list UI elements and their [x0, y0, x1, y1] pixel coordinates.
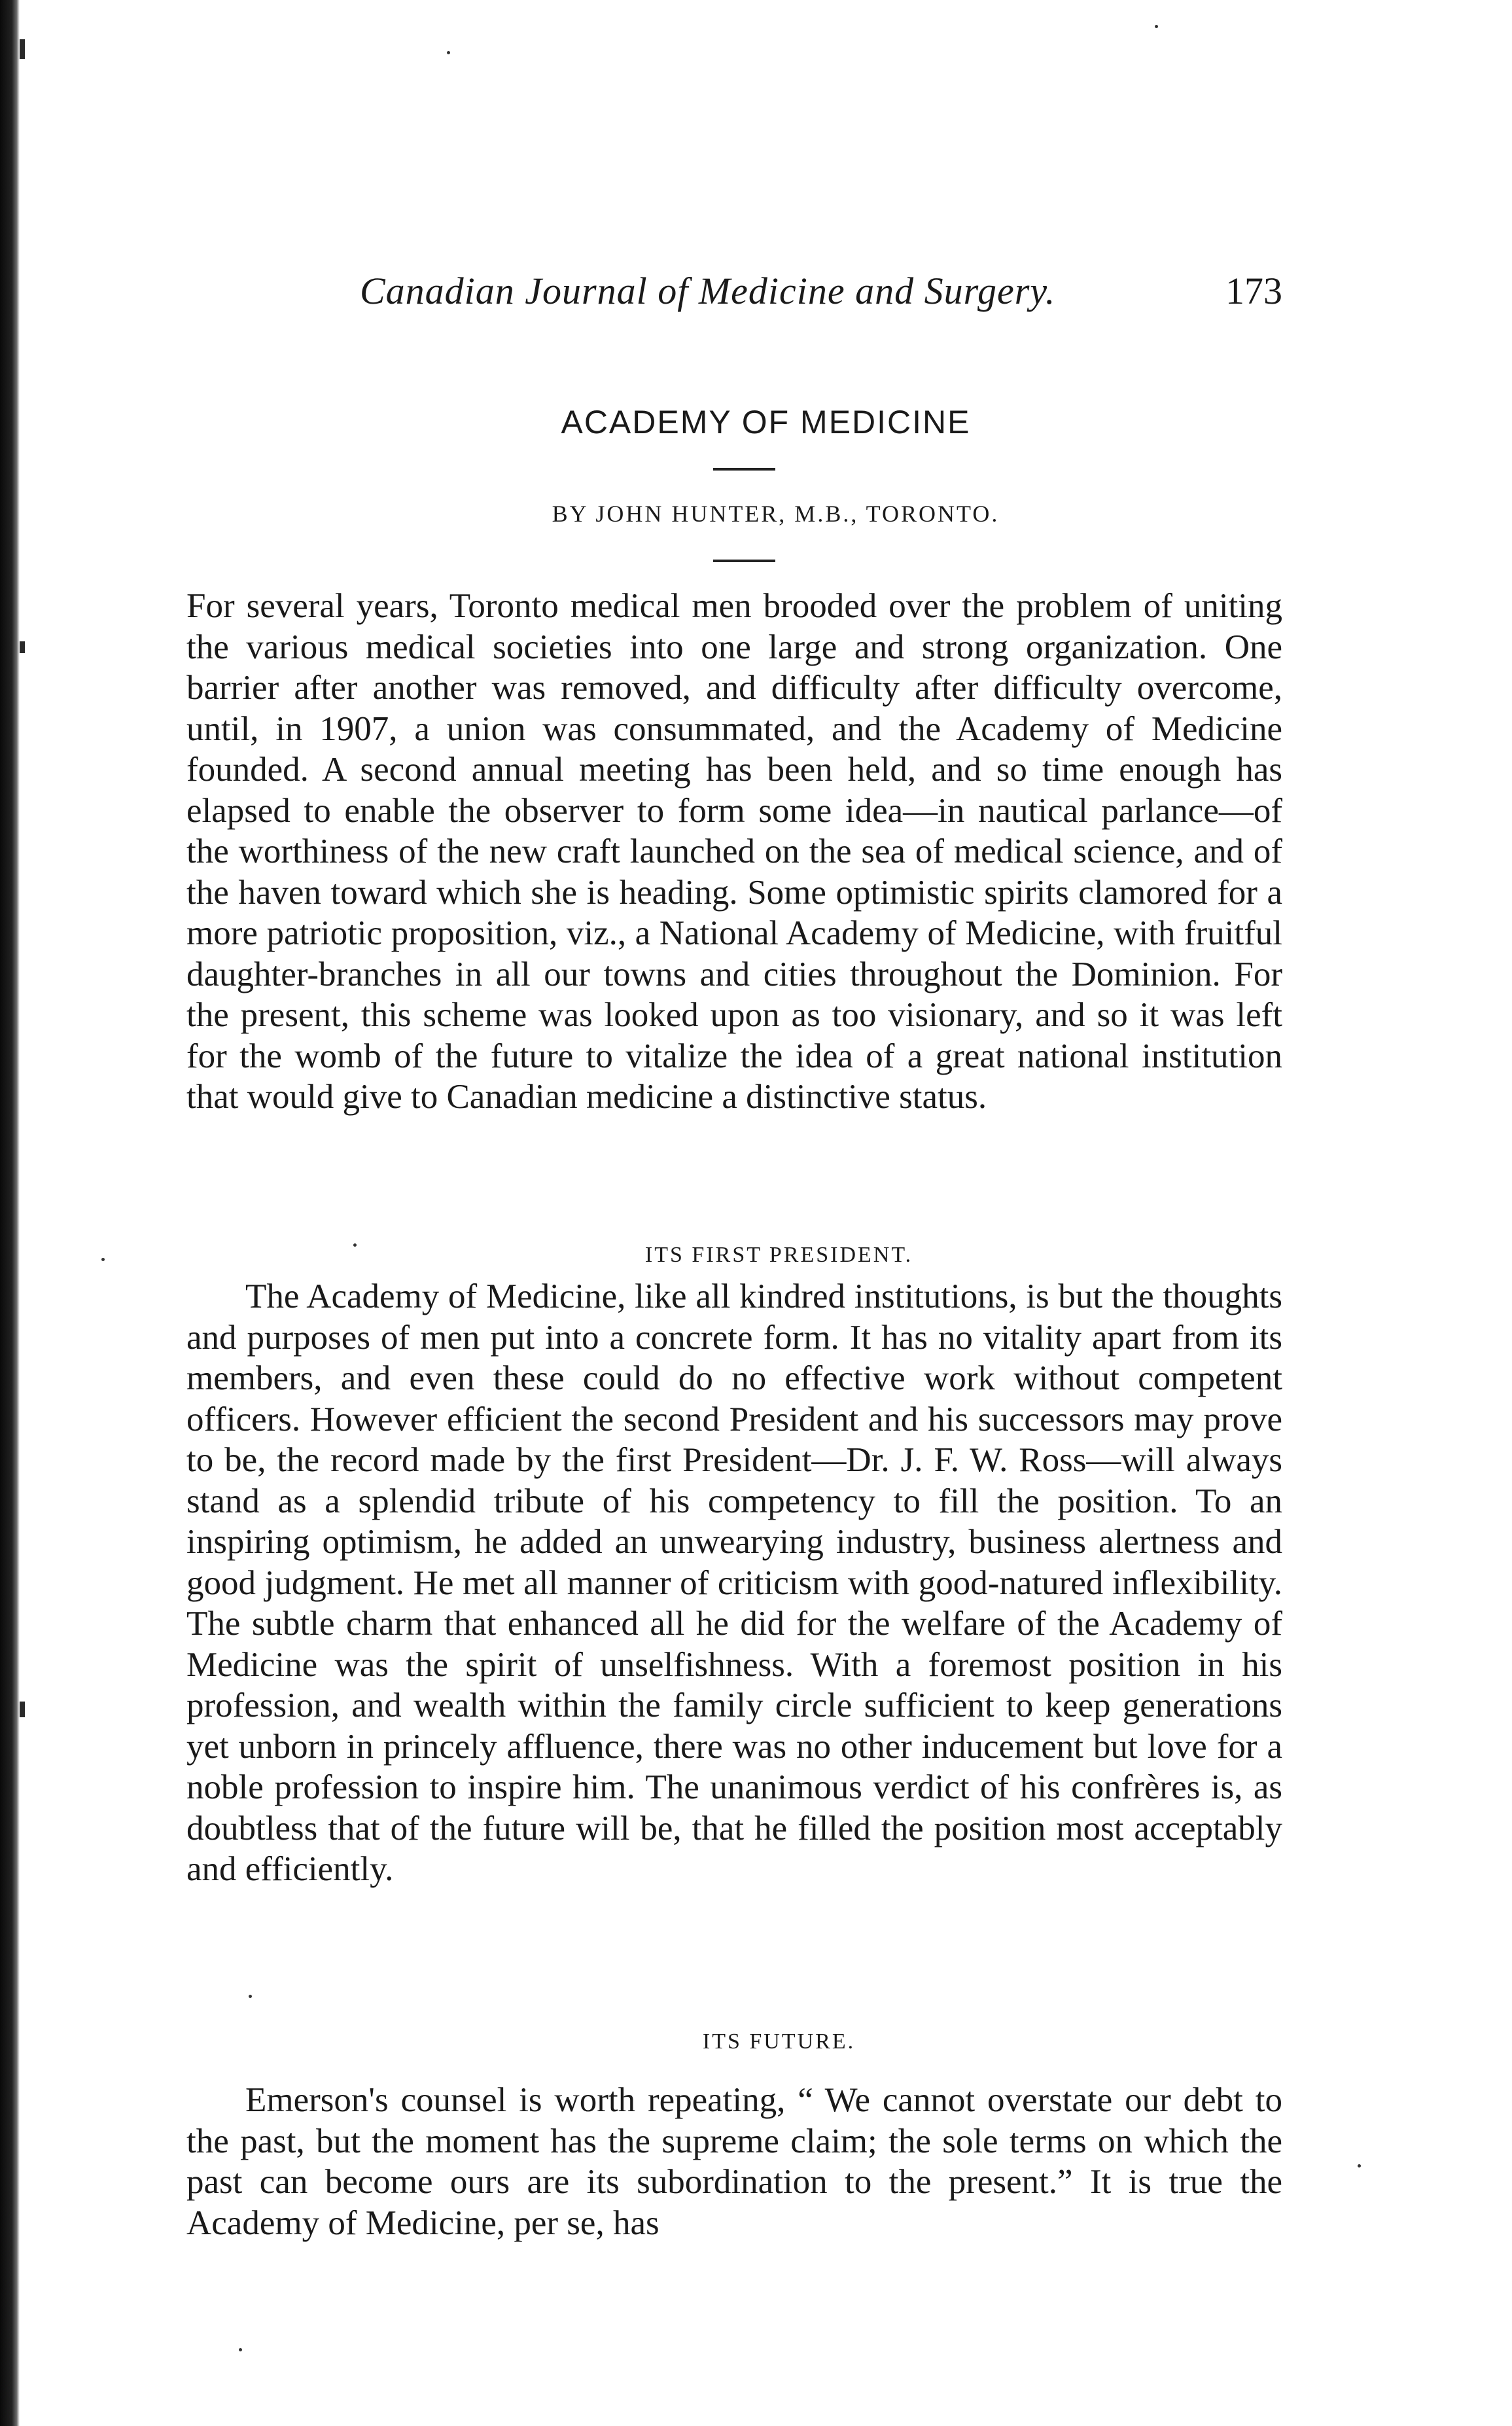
binding-mark: [20, 1702, 25, 1717]
title-rule: [713, 468, 775, 471]
article-byline: BY JOHN HUNTER, M.B., TORONTO.: [552, 501, 1000, 527]
page-number: 173: [1225, 270, 1282, 312]
binding-mark: [20, 39, 25, 59]
section-heading-future: ITS FUTURE.: [702, 2029, 856, 2054]
binding-mark: [20, 641, 25, 653]
print-speck: [101, 1258, 105, 1261]
journal-running-title: Canadian Journal of Medicine and Surgery.: [360, 270, 1056, 312]
byline-rule: [713, 560, 775, 562]
running-header: [190, 262, 1282, 321]
page-binding-edge: [0, 0, 20, 2426]
print-speck: [249, 1995, 252, 1998]
print-speck: [1155, 25, 1158, 28]
body-paragraph: The Academy of Medicine, like all kindred institutions, is but the thoughts and purposes of men put into a concrete form. It has no vitality apart from its members, and even these could do no effective work without competent officers. However efficient the second President and his successors may prove to be, the record made by the first President—Dr. J. F. W. Ross—will always stand as a splendid tribute of his competency to fill the position. To an inspiring optimism, he added an unwearying industry, business alertness and good judgment. He met all manner of criticism with good-natured inflexibility. The subtle charm that enhanced all he did for the welfare of the Academy of Medicine was the spirit of unselfishness. With a foremost position in his profession, and wealth within the family circle sufficient to keep generations yet unborn in princely affluence, there was no other inducement but love for a noble profession to inspire him. The unanimous verdict of his confrères is, as doubtless that of the future will be, that he filled the position most acceptably and efficiently.: [186, 1277, 1282, 1888]
print-speck: [353, 1243, 357, 1247]
article-title: ACADEMY OF MEDICINE: [561, 404, 971, 440]
body-paragraph: Emerson's counsel is worth repeating, “ We cannot overstate our debt to the past, but the moment has the supreme claim; the sole terms on which the past can become ours are its subordination to the present.” It is true the Academy of Medicine, per se, has: [186, 2081, 1282, 2242]
print-speck: [239, 2348, 242, 2351]
print-speck: [447, 51, 450, 54]
print-speck: [1358, 2164, 1361, 2167]
body-paragraph: For several years, Toronto medical men brooded over the problem of uniting the various medical societies into one large and strong organization. One barrier after another was removed, and difficulty after difficulty overcome, until, in 1907, a union was consummated, and the Academy of Medicine founded. A second annual meeting has been held, and so time enough has elapsed to enable the observer to form some idea—in nautical parlance—of the worthiness of the new craft launched on the sea of medical science, and of the haven toward which she is heading. Some optimistic spirits clamored for a more patriotic proposition, viz., a National Academy of Medicine, with fruitful daughter-branches in all our towns and cities throughout the Dominion. For the present, this scheme was looked upon as too visionary, and so it was left for the womb of the future to vitalize the idea of a great national institution that would give to Canadian medicine a distinctive status.: [186, 587, 1282, 1116]
section-heading-first-president: ITS FIRST PRESIDENT.: [644, 1243, 913, 1267]
